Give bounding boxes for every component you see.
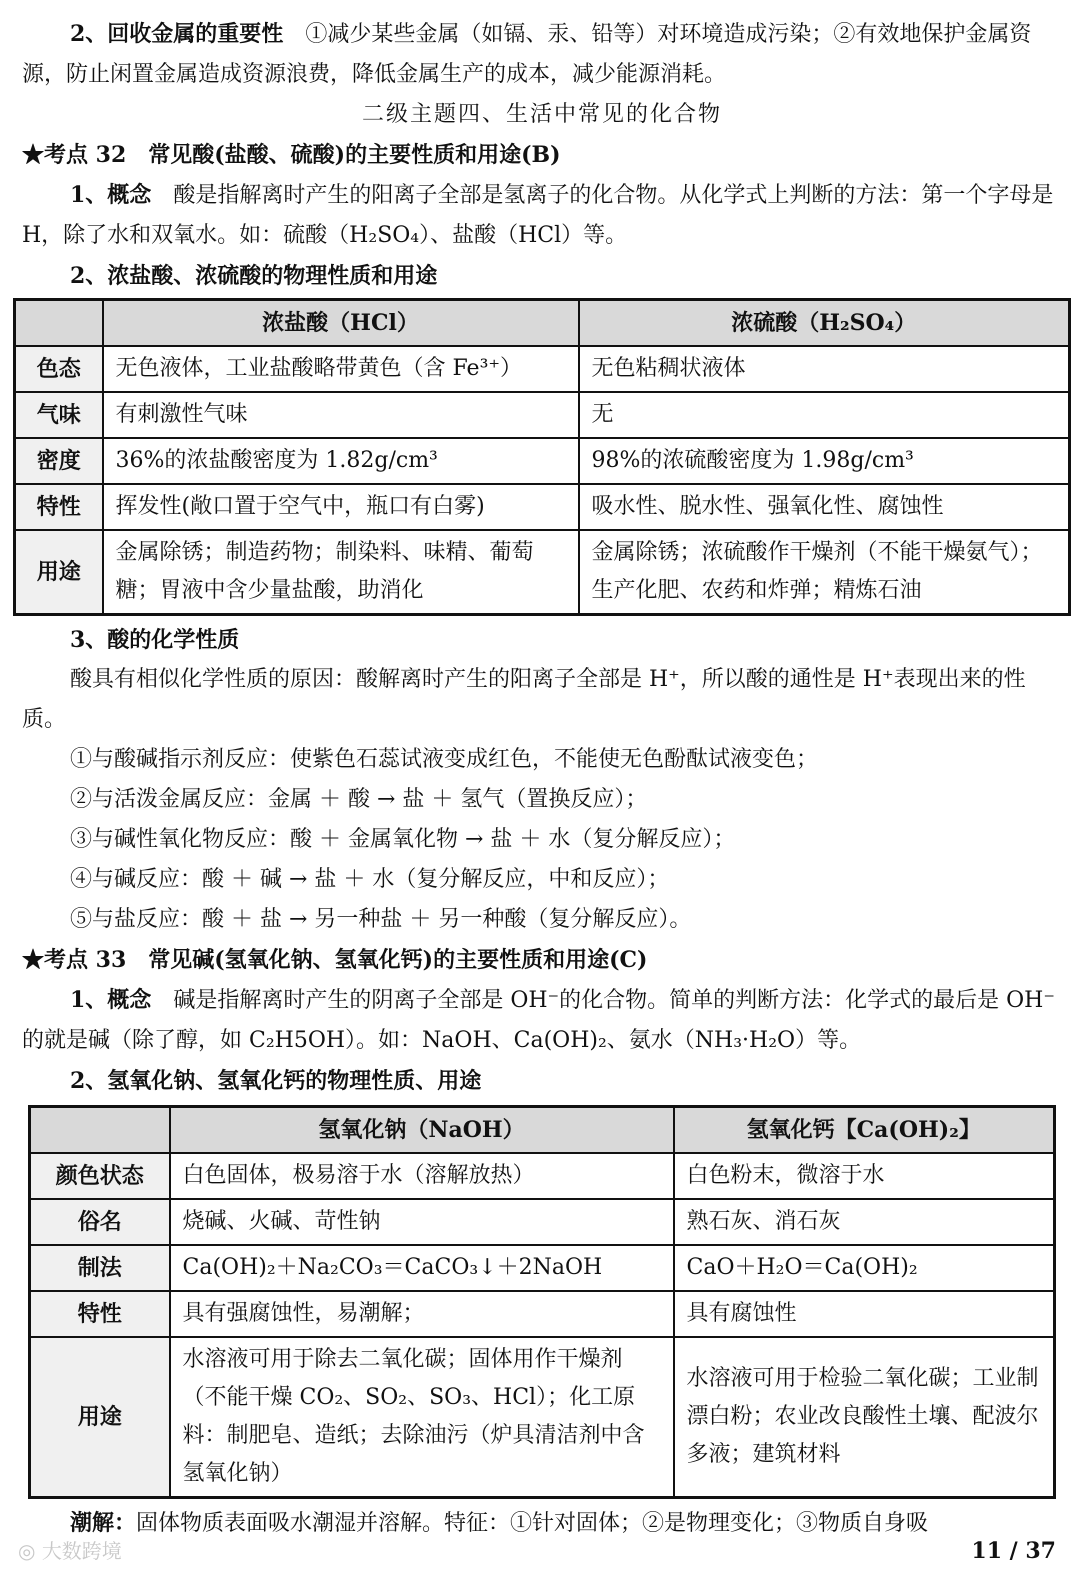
- table-cell: 白色粉末，微溶于水: [674, 1153, 1055, 1199]
- paragraph-text: ①减少某些金属（如镉、汞、铅等）对环境造成污染；②有效地保护金属资源，防止闲置金属造成资源浪费，降低金属生产的成本，减少能源消耗。: [22, 22, 1032, 87]
- table-cell: 熟石灰、消石灰: [674, 1199, 1055, 1245]
- base-table: [28, 1105, 1056, 1499]
- row-label: 用途: [15, 530, 103, 615]
- kp32-title: ★考点 32 常见酸(盐酸、硫酸)的主要性质和用途(B): [22, 142, 561, 168]
- row-label: 用途: [30, 1337, 170, 1498]
- acid-table: [13, 298, 1071, 616]
- table-cell: 无色液体，工业盐酸略带黄色（含 Fe³⁺）: [103, 346, 579, 392]
- table-header-row: [30, 1107, 1055, 1154]
- concept-text: 碱是指解离时产生的阴离子全部是 OH⁻的化合物。简单的判断方法：化学式的最后是 OH⁻的就是碱（除了醇，如 C₂H5OH）。如：NaOH、Ca(OH)₂、氨水（NH₃·H₂O）等。: [22, 988, 1055, 1053]
- table-header-cell: 浓盐酸（HCl）: [103, 300, 579, 347]
- table-cell: 98%的浓硫酸密度为 1.98g/cm³: [579, 438, 1070, 484]
- table-row: [15, 484, 1070, 530]
- concept-label: 1、概念: [70, 182, 152, 208]
- watermark-logo: [18, 1535, 122, 1564]
- acid-property-item: ①与酸碱指示剂反应：使紫色石蕊试液变成红色，不能使无色酚酞试液变色；: [70, 747, 819, 772]
- kp32-sub2: 2、浓盐酸、浓硫酸的物理性质和用途: [70, 263, 438, 289]
- kp32-sub3: 3、酸的化学性质: [70, 627, 240, 653]
- section-heading: 2、回收金属的重要性: [70, 21, 284, 47]
- acid-property-item: ②与活泼金属反应：金属 ＋ 酸 → 盐 ＋ 氢气（置换反应）；: [70, 787, 648, 812]
- row-label: 气味: [15, 392, 103, 438]
- table-cell: 金属除锈；浓硫酸作干燥剂（不能干燥氨气）；生产化肥、农药和炸弹；精炼石油: [579, 530, 1070, 615]
- table-row: [30, 1291, 1055, 1337]
- topic-heading: 二级主题四、生活中常见的化合物: [361, 102, 722, 127]
- table-cell: 具有腐蚀性: [674, 1291, 1055, 1337]
- row-label: 特性: [15, 484, 103, 530]
- table-cell: 挥发性(敞口置于空气中，瓶口有白雾): [103, 484, 579, 530]
- page-number: 11 / 37: [971, 1538, 1056, 1564]
- table-row: [15, 438, 1070, 484]
- acid-property-item: ⑤与盐反应：酸 ＋ 盐 → 另一种盐 ＋ 另一种酸（复分解反应）。: [70, 907, 692, 932]
- table-cell: 吸水性、脱水性、强氧化性、腐蚀性: [579, 484, 1070, 530]
- deliquescence-text: 固体物质表面吸水潮湿并溶解。特征：①针对固体；②是物理变化；③物质自身吸: [136, 1511, 929, 1536]
- table-cell: 具有强腐蚀性，易潮解；: [170, 1291, 674, 1337]
- table-cell: CaO＋H₂O＝Ca(OH)₂: [674, 1245, 1055, 1291]
- table-cell: 水溶液可用于除去二氧化碳；固体用作干燥剂（不能干燥 CO₂、SO₂、SO₃、HCl）；化工原料：制肥皂、造纸；去除油污（炉具清洁剂中含氢氧化钠）: [170, 1337, 674, 1498]
- table-row: [30, 1199, 1055, 1245]
- deliquescence-label: 潮解：: [70, 1510, 137, 1536]
- table-cell: 无色粘稠状液体: [579, 346, 1070, 392]
- row-label: 俗名: [30, 1199, 170, 1245]
- kp33-concept: [22, 980, 1062, 1061]
- table-header-cell: 氢氧化钠（NaOH）: [170, 1107, 674, 1154]
- table-row: [15, 392, 1070, 438]
- table-cell: 有刺激性气味: [103, 392, 579, 438]
- table-header-cell: 氢氧化钙【Ca(OH)₂】: [674, 1107, 1055, 1154]
- table-row: [15, 346, 1070, 392]
- acid-property-item: ④与碱反应：酸 ＋ 碱 → 盐 ＋ 水（复分解反应，中和反应）；: [70, 867, 670, 892]
- row-label: 制法: [30, 1245, 170, 1291]
- table-cell: 金属除锈；制造药物；制染料、味精、葡萄糖；胃液中含少量盐酸，助消化: [103, 530, 579, 615]
- deliquescence-paragraph: [22, 1503, 1062, 1544]
- concept-label: 1、概念: [70, 987, 152, 1013]
- document-page: [22, 14, 1062, 1544]
- concept-text: 酸是指解离时产生的阳离子全部是氢离子的化合物。从化学式上判断的方法：第一个字母是 H，除了水和双氧水。如：硫酸（H₂SO₄）、盐酸（HCl）等。: [22, 183, 1054, 248]
- table-cell: 白色固体，极易溶于水（溶解放热）: [170, 1153, 674, 1199]
- row-label: 特性: [30, 1291, 170, 1337]
- acid-property-item: ③与碱性氧化物反应：酸 ＋ 金属氧化物 → 盐 ＋ 水（复分解反应）；: [70, 827, 736, 852]
- table-header-cell: [15, 300, 103, 347]
- table-cell: 36%的浓盐酸密度为 1.82g/cm³: [103, 438, 579, 484]
- table-row: [15, 530, 1070, 615]
- kp32-concept: [22, 175, 1062, 256]
- table-row: [30, 1337, 1055, 1498]
- table-cell: 水溶液可用于检验二氧化碳；工业制漂白粉；农业改良酸性土壤、配波尔多液；建筑材料: [674, 1337, 1055, 1498]
- watermark-icon: ◎: [18, 1539, 42, 1563]
- table-row: [30, 1153, 1055, 1199]
- table-header-row: [15, 300, 1070, 347]
- table-header-cell: 浓硫酸（H₂SO₄）: [579, 300, 1070, 347]
- kp33-sub2: 2、氢氧化钠、氢氧化钙的物理性质、用途: [70, 1068, 482, 1094]
- table-cell: 烧碱、火碱、苛性钠: [170, 1199, 674, 1245]
- row-label: 颜色状态: [30, 1153, 170, 1199]
- table-cell: Ca(OH)₂＋Na₂CO₃＝CaCO₃↓＋2NaOH: [170, 1245, 674, 1291]
- row-label: 色态: [15, 346, 103, 392]
- table-cell: 无: [579, 392, 1070, 438]
- row-label: 密度: [15, 438, 103, 484]
- kp33-title: ★考点 33 常见碱(氢氧化钠、氢氧化钙)的主要性质和用途(C): [22, 947, 648, 973]
- table-header-cell: [30, 1107, 170, 1154]
- watermark-text: 大数跨境: [41, 1539, 122, 1563]
- table-row: [30, 1245, 1055, 1291]
- paragraph-recycle-metal: [22, 14, 1062, 95]
- kp32-reason: 酸具有相似化学性质的原因：酸解离时产生的阳离子全部是 H⁺，所以酸的通性是 H⁺表现出来的性质。: [22, 667, 1026, 732]
